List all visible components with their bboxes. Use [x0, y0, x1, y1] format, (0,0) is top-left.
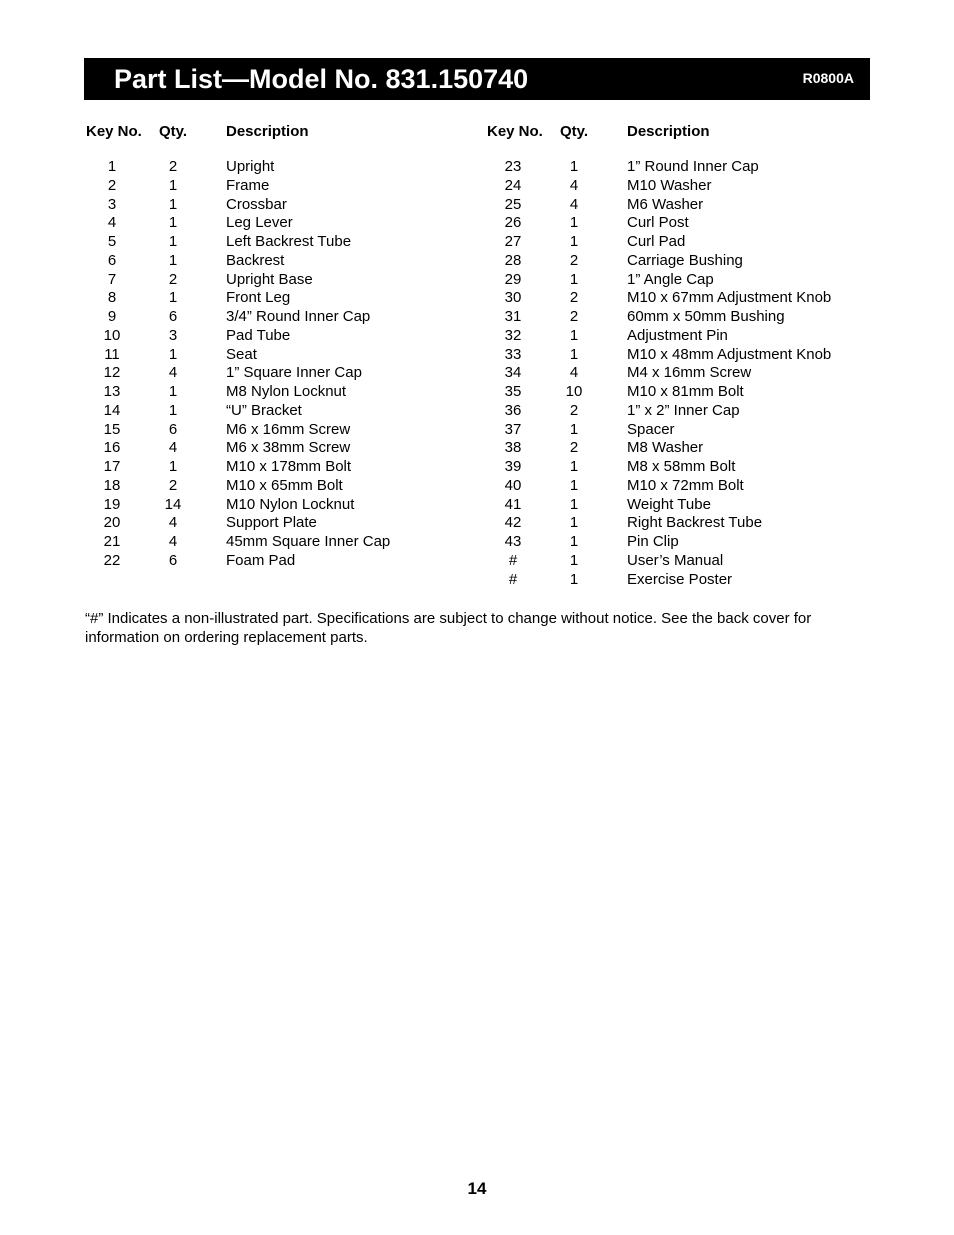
table-row: [485, 496, 865, 515]
key-no-cell: 3: [107, 195, 117, 213]
description-cell: 60mm x 50mm Bushing: [627, 308, 785, 325]
table-row: [84, 514, 464, 533]
description-cell: Crossbar: [226, 195, 287, 213]
table-row: [485, 458, 865, 477]
key-no-cell: 40: [504, 476, 522, 494]
qty-cell: 1: [168, 214, 178, 232]
column-header-key-no: Key No.: [86, 123, 142, 140]
key-no-cell: 17: [103, 458, 121, 475]
table-row: [84, 458, 464, 477]
qty-cell: 6: [168, 551, 178, 569]
table-row: [84, 233, 464, 252]
description-cell: Pad Tube: [226, 326, 291, 344]
description-cell: M10 Washer: [627, 176, 712, 194]
qty-cell: 1: [569, 345, 579, 363]
qty-cell: 2: [168, 158, 178, 175]
table-row: [485, 533, 865, 552]
table-header: [485, 121, 865, 143]
table-row: [485, 514, 865, 533]
key-no-cell: 5: [107, 233, 117, 250]
qty-cell: 1: [569, 420, 579, 438]
description-cell: M8 x 58mm Bolt: [627, 458, 736, 475]
table-row: [485, 364, 865, 383]
qty-cell: 4: [168, 514, 178, 532]
column-header-qty: Qty.: [159, 123, 188, 140]
key-no-cell: 11: [104, 345, 120, 363]
description-cell: Left Backrest Tube: [226, 233, 352, 250]
key-no-cell: 21: [103, 533, 121, 550]
description-cell: Foam Pad: [226, 551, 296, 569]
table-row: [485, 196, 865, 215]
qty-cell: 1: [569, 570, 579, 588]
description-cell: Upright: [226, 158, 275, 175]
qty-cell: 4: [569, 176, 579, 194]
table-body: [84, 158, 464, 571]
description-cell: M4 x 16mm Screw: [627, 364, 752, 382]
description-cell: Adjustment Pin: [627, 326, 728, 344]
qty-cell: 4: [168, 364, 178, 382]
qty-cell: 1: [168, 383, 178, 400]
table-row: [485, 402, 865, 421]
table-row: [485, 327, 865, 346]
description-cell: Curl Post: [627, 214, 689, 232]
column-header-qty: Qty.: [560, 123, 589, 140]
key-no-cell: 7: [107, 270, 117, 288]
description-cell: M10 x 65mm Bolt: [226, 476, 343, 494]
key-no-cell: 18: [103, 476, 121, 494]
table-row: [84, 252, 464, 271]
key-no-cell: 38: [504, 439, 522, 457]
key-no-cell: 34: [504, 364, 522, 382]
description-cell: Backrest: [226, 251, 285, 269]
key-no-cell: 27: [504, 233, 522, 250]
qty-cell: 4: [569, 195, 579, 213]
description-cell: 1” Square Inner Cap: [226, 364, 362, 382]
description-cell: 1” Round Inner Cap: [627, 158, 759, 175]
key-no-cell: 29: [504, 270, 522, 288]
qty-cell: 1: [168, 176, 178, 194]
table-row: [485, 383, 865, 402]
document-code: R0800A: [802, 70, 854, 86]
key-no-cell: 30: [504, 289, 522, 307]
key-no-cell: 2: [107, 176, 117, 194]
description-cell: Frame: [226, 176, 270, 194]
table-row: [84, 271, 464, 290]
table-row: [84, 421, 464, 440]
qty-cell: 1: [168, 345, 178, 363]
description-cell: M6 x 16mm Screw: [226, 420, 351, 438]
qty-cell: 1: [168, 458, 178, 475]
qty-cell: 2: [569, 401, 579, 419]
key-no-cell: 6: [107, 251, 117, 269]
key-no-cell: 28: [504, 251, 522, 269]
qty-cell: 1: [569, 214, 579, 232]
key-no-cell: 36: [504, 401, 522, 419]
key-no-cell: 8: [107, 289, 117, 307]
description-cell: Spacer: [627, 420, 675, 438]
key-no-cell: 32: [504, 326, 522, 344]
key-no-cell: 15: [103, 420, 121, 438]
table-row: [84, 533, 464, 552]
description-cell: Weight Tube: [627, 495, 711, 513]
table-row: [485, 177, 865, 196]
qty-cell: 1: [569, 495, 579, 513]
key-no-cell: 33: [504, 345, 522, 363]
qty-cell: 2: [569, 308, 579, 325]
key-no-cell: 43: [504, 533, 522, 550]
qty-cell: 10: [565, 383, 583, 400]
key-no-cell: 42: [504, 514, 522, 532]
column-header-description: Description: [226, 123, 309, 140]
table-body: [485, 158, 865, 589]
qty-cell: 2: [569, 289, 579, 307]
description-cell: M10 x 178mm Bolt: [226, 458, 352, 475]
key-no-cell: 16: [103, 439, 121, 457]
table-row: [84, 477, 464, 496]
table-row: [485, 289, 865, 308]
key-no-cell: 4: [107, 214, 117, 232]
description-cell: “U” Bracket: [226, 401, 302, 419]
key-no-cell: 26: [504, 214, 522, 232]
table-row: [84, 214, 464, 233]
key-no-cell: 10: [103, 326, 121, 344]
table-row: [485, 308, 865, 327]
table-row: [485, 252, 865, 271]
qty-cell: 1: [569, 514, 579, 532]
table-row: [84, 383, 464, 402]
table-row: [485, 552, 865, 571]
qty-cell: 1: [569, 476, 579, 494]
key-no-cell: 39: [504, 458, 522, 475]
title-bar: [84, 58, 870, 100]
table-row: [84, 346, 464, 365]
description-cell: Leg Lever: [226, 214, 293, 232]
description-cell: M8 Washer: [627, 439, 704, 457]
description-cell: Curl Pad: [627, 233, 686, 250]
description-cell: Front Leg: [226, 289, 291, 307]
table-row: [485, 214, 865, 233]
table-header: [84, 121, 464, 143]
key-no-cell: 1: [107, 158, 117, 175]
table-row: [84, 308, 464, 327]
table-row: [84, 196, 464, 215]
description-cell: User’s Manual: [627, 551, 724, 569]
description-cell: 1” Angle Cap: [627, 270, 714, 288]
key-no-cell: 9: [107, 308, 117, 325]
key-no-cell: 12: [103, 364, 121, 382]
qty-cell: 1: [168, 401, 178, 419]
qty-cell: 6: [168, 420, 178, 438]
description-cell: M10 x 48mm Adjustment Knob: [627, 345, 832, 363]
key-no-cell: 37: [504, 420, 522, 438]
description-cell: 3/4” Round Inner Cap: [226, 308, 371, 325]
parts-table-left: [84, 121, 464, 569]
description-cell: Upright Base: [226, 270, 313, 288]
qty-cell: 2: [168, 476, 178, 494]
qty-cell: 2: [569, 439, 579, 457]
table-row: [485, 421, 865, 440]
table-row: [485, 439, 865, 458]
qty-cell: 4: [168, 439, 178, 457]
key-no-cell: 14: [103, 401, 121, 419]
qty-cell: 4: [168, 533, 178, 550]
description-cell: M10 x 81mm Bolt: [627, 383, 744, 400]
description-cell: Carriage Bushing: [627, 251, 743, 269]
qty-cell: 1: [569, 270, 579, 288]
page-title: Part List—Model No. 831.150740: [114, 64, 529, 94]
table-row: [485, 158, 865, 177]
table-row: [485, 346, 865, 365]
key-no-cell: 23: [504, 158, 522, 175]
qty-cell: 1: [569, 551, 579, 569]
description-cell: 45mm Square Inner Cap: [226, 533, 391, 550]
qty-cell: 1: [569, 233, 579, 250]
table-row: [84, 158, 464, 177]
key-no-cell: #: [508, 551, 518, 569]
qty-cell: 14: [164, 495, 182, 513]
key-no-cell: 19: [103, 495, 121, 513]
table-row: [485, 477, 865, 496]
qty-cell: 1: [168, 195, 178, 213]
description-cell: M6 x 38mm Screw: [226, 439, 351, 457]
key-no-cell: 31: [504, 308, 522, 325]
qty-cell: 2: [168, 270, 178, 288]
description-cell: M8 Nylon Locknut: [226, 383, 347, 400]
page-number: 14: [467, 1179, 487, 1198]
column-header-key-no: Key No.: [487, 123, 543, 140]
table-row: [84, 552, 464, 571]
description-cell: M6 Washer: [627, 195, 704, 213]
key-no-cell: #: [508, 570, 518, 588]
key-no-cell: 22: [103, 551, 121, 569]
qty-cell: 1: [569, 158, 579, 175]
key-no-cell: 20: [103, 514, 121, 532]
table-row: [84, 327, 464, 346]
table-row: [84, 496, 464, 515]
qty-cell: 1: [168, 233, 178, 250]
key-no-cell: 41: [504, 495, 522, 513]
qty-cell: 3: [168, 326, 178, 344]
description-cell: Support Plate: [226, 514, 317, 532]
key-no-cell: 35: [504, 383, 522, 400]
description-cell: Right Backrest Tube: [627, 514, 763, 532]
table-row: [84, 364, 464, 383]
description-cell: Pin Clip: [627, 533, 679, 550]
description-cell: Seat: [226, 345, 257, 363]
description-cell: 1” x 2” Inner Cap: [627, 401, 740, 419]
table-row: [485, 233, 865, 252]
qty-cell: 1: [569, 533, 579, 550]
qty-cell: 6: [168, 308, 178, 325]
description-cell: M10 x 67mm Adjustment Knob: [627, 289, 832, 307]
table-row: [84, 177, 464, 196]
table-row: [84, 439, 464, 458]
key-no-cell: 24: [504, 176, 522, 194]
table-row: [485, 271, 865, 290]
description-cell: M10 x 72mm Bolt: [627, 476, 744, 494]
column-header-description: Description: [627, 123, 710, 140]
table-row: [84, 289, 464, 308]
key-no-cell: 13: [103, 383, 121, 400]
qty-cell: 1: [168, 289, 178, 307]
key-no-cell: 25: [504, 195, 522, 213]
qty-cell: 4: [569, 364, 579, 382]
description-cell: Exercise Poster: [627, 570, 733, 588]
parts-table-right: [485, 121, 865, 588]
qty-cell: 1: [569, 326, 579, 344]
qty-cell: 2: [569, 251, 579, 269]
footnote: “#” Indicates a non-illustrated part. Specifications are subject to change without notice. See the back cover for information on ordering replacement parts.: [85, 610, 812, 646]
description-cell: M10 Nylon Locknut: [226, 495, 355, 513]
table-row: [84, 402, 464, 421]
qty-cell: 1: [168, 251, 178, 269]
table-row: [485, 571, 865, 590]
qty-cell: 1: [569, 458, 579, 475]
